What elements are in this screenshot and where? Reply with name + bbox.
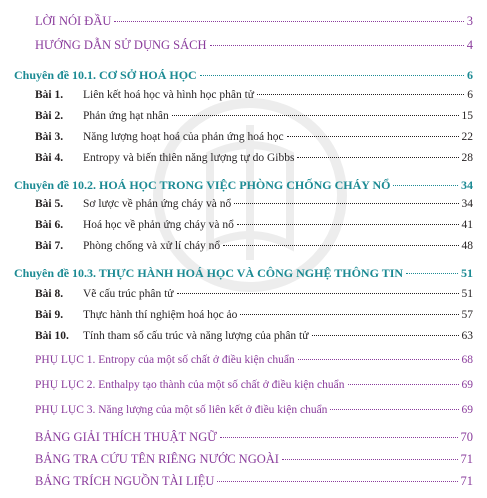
toc-lesson-4[interactable] xyxy=(35,152,473,164)
chapter-title: Chuyên đề 10.3. THỰC HÀNH HOÁ HỌC VÀ CÔNG NGHỆ THÔNG TIN xyxy=(14,266,404,280)
dot-leader xyxy=(406,273,458,274)
dot-leader xyxy=(172,115,459,116)
dot-leader xyxy=(240,314,458,315)
entry-page: 71 xyxy=(460,452,473,466)
appendix-page: 69 xyxy=(461,404,473,416)
dot-leader xyxy=(312,335,459,336)
lesson-number: Bài 6. xyxy=(35,219,64,231)
toc-entry-sources[interactable] xyxy=(35,474,473,489)
toc-lesson-6[interactable] xyxy=(35,219,473,231)
dot-leader xyxy=(177,293,459,294)
lesson-title: Tính tham số cấu trúc và năng lượng của phân tử xyxy=(83,330,309,342)
appendix-title: PHỤ LỤC 3. Năng lượng của một số liên kết ở điều kiện chuẩn xyxy=(35,404,328,416)
toc-lesson-9[interactable] xyxy=(35,309,473,321)
appendix-title: PHỤ LỤC 2. Enthalpy tạo thành của một số chất ở điều kiện chuẩn xyxy=(35,379,345,391)
lesson-page: 28 xyxy=(461,152,473,164)
entry-page: 4 xyxy=(466,38,473,52)
toc-lesson-8[interactable] xyxy=(35,288,473,300)
lesson-number: Bài 8. xyxy=(35,288,64,300)
lesson-number: Bài 3. xyxy=(35,131,64,143)
lesson-title: Liên kết hoá học và hình học phân tử xyxy=(83,89,255,101)
appendix-title: PHỤ LỤC 1. Entropy của một số chất ở điều kiện chuẩn xyxy=(35,354,295,366)
lesson-page: 57 xyxy=(461,309,473,321)
toc-lesson-5[interactable] xyxy=(35,198,473,210)
lesson-title: Năng lượng hoạt hoá của phản ứng hoá học xyxy=(83,131,284,143)
lesson-number: Bài 2. xyxy=(35,110,64,122)
toc-appendix-2[interactable] xyxy=(35,379,473,391)
dot-leader xyxy=(114,21,463,22)
dot-leader xyxy=(223,245,458,246)
lesson-page: 63 xyxy=(461,330,473,342)
dot-leader xyxy=(234,203,458,204)
dot-leader xyxy=(330,409,458,410)
lesson-title: Phòng chống và xử lí cháy nổ xyxy=(83,240,221,252)
dot-leader xyxy=(200,75,464,76)
appendix-page: 69 xyxy=(461,379,473,391)
lesson-page: 41 xyxy=(461,219,473,231)
lesson-number: Bài 4. xyxy=(35,152,64,164)
toc-lesson-1[interactable] xyxy=(35,89,473,101)
toc-entry-foreign-names[interactable] xyxy=(35,452,473,467)
chapter-title: Chuyên đề 10.1. CƠ SỞ HOÁ HỌC xyxy=(14,68,197,82)
dot-leader xyxy=(210,45,464,46)
chapter-page: 6 xyxy=(467,68,473,82)
lesson-title: Entropy và biến thiên năng lượng tự do Gibbs xyxy=(83,152,295,164)
dot-leader xyxy=(237,224,459,225)
toc-entry-preface[interactable] xyxy=(35,14,473,29)
toc-chapter-10-3[interactable] xyxy=(14,266,473,281)
lesson-page: 22 xyxy=(461,131,473,143)
entry-title: BẢNG TRÍCH NGUỒN TÀI LIỆU xyxy=(35,474,215,488)
lesson-title: Sơ lược về phản ứng cháy và nổ xyxy=(83,198,232,210)
lesson-page: 51 xyxy=(461,288,473,300)
lesson-title: Phản ứng hạt nhân xyxy=(83,110,169,122)
toc-entry-guide[interactable] xyxy=(35,38,473,53)
lesson-title: Vẽ cấu trúc phân tử xyxy=(83,288,174,300)
dot-leader xyxy=(282,459,458,460)
dot-leader xyxy=(348,384,459,385)
lesson-title: Hoá học về phản ứng cháy và nổ xyxy=(83,219,234,231)
toc-chapter-10-1[interactable] xyxy=(14,68,473,83)
lesson-page: 48 xyxy=(461,240,473,252)
appendix-page: 68 xyxy=(461,354,473,366)
chapter-page: 51 xyxy=(461,266,473,280)
toc-lesson-3[interactable] xyxy=(35,131,473,143)
dot-leader xyxy=(257,94,464,95)
entry-title: HƯỚNG DẪN SỬ DỤNG SÁCH xyxy=(35,38,207,52)
lesson-title: Thực hành thí nghiệm hoá học ảo xyxy=(83,309,238,321)
toc-lesson-10[interactable] xyxy=(35,330,473,342)
lesson-number: Bài 9. xyxy=(35,309,64,321)
lesson-number: Bài 1. xyxy=(35,89,64,101)
entry-title: BẢNG GIẢI THÍCH THUẬT NGỮ xyxy=(35,430,217,444)
entry-page: 70 xyxy=(460,430,473,444)
dot-leader xyxy=(393,185,458,186)
entry-page: 3 xyxy=(466,14,473,28)
dot-leader xyxy=(298,359,459,360)
toc-appendix-1[interactable] xyxy=(35,354,473,366)
toc-chapter-10-2[interactable] xyxy=(14,178,473,193)
lesson-page: 6 xyxy=(467,89,473,101)
toc-lesson-2[interactable] xyxy=(35,110,473,122)
dot-leader xyxy=(287,136,459,137)
chapter-page: 34 xyxy=(461,178,473,192)
dot-leader xyxy=(297,157,458,158)
toc-appendix-3[interactable] xyxy=(35,404,473,416)
dot-leader xyxy=(220,437,458,438)
lesson-number: Bài 10. xyxy=(35,330,69,342)
lesson-number: Bài 7. xyxy=(35,240,64,252)
toc-entry-glossary[interactable] xyxy=(35,430,473,445)
toc-lesson-7[interactable] xyxy=(35,240,473,252)
entry-page: 71 xyxy=(460,474,473,488)
entry-title: LỜI NÓI ĐẦU xyxy=(35,14,112,28)
dot-leader xyxy=(217,481,457,482)
lesson-number: Bài 5. xyxy=(35,198,64,210)
lesson-page: 15 xyxy=(461,110,473,122)
chapter-title: Chuyên đề 10.2. HOÁ HỌC TRONG VIỆC PHÒNG CHỐNG CHÁY NỔ xyxy=(14,178,391,192)
lesson-page: 34 xyxy=(461,198,473,210)
entry-title: BẢNG TRA CỨU TÊN RIÊNG NƯỚC NGOÀI xyxy=(35,452,279,466)
